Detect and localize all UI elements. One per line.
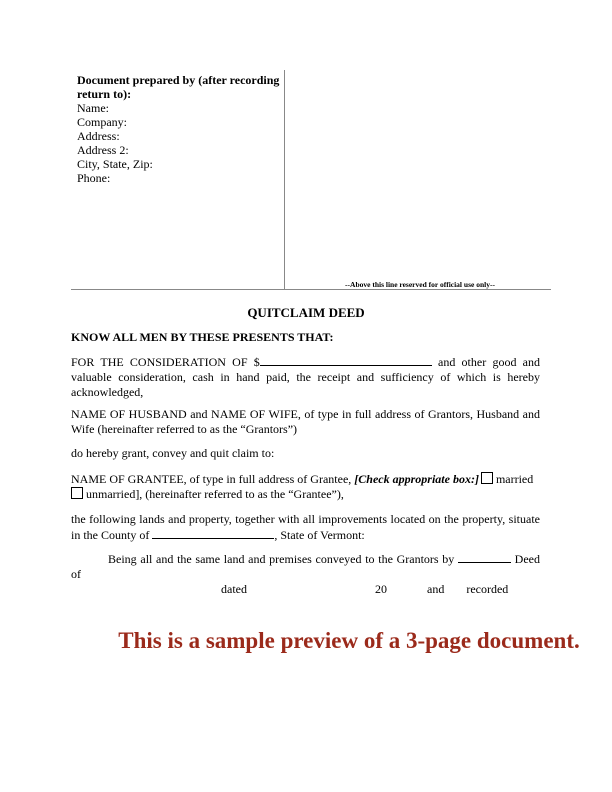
consideration-paragraph	[71, 354, 540, 400]
preview-notice: This is a sample preview of a 3-page document.	[118, 628, 580, 653]
county-blank[interactable]	[152, 527, 274, 539]
prepared-by-block	[77, 73, 283, 185]
conveyance-text-b: Deed of	[71, 552, 541, 581]
conveyance-text-a: Being all and the same land and premises conveyed to the Grantors by	[108, 552, 458, 566]
prep-company-label: Company:	[77, 115, 127, 129]
grantors-paragraph: NAME OF HUSBAND and NAME OF WIFE, of type in full address of Grantors, Husband and Wife (hereinafter referred to as the “Grantors”)	[71, 407, 540, 436]
property-text-b: , State of Vermont:	[274, 528, 365, 542]
official-use-note: --Above this line reserved for official use only--	[345, 280, 495, 289]
deed-type-blank[interactable]	[458, 551, 511, 563]
married-label: married	[495, 472, 534, 486]
consideration-amount-blank[interactable]	[260, 354, 432, 366]
conveyance-paragraph	[71, 551, 541, 596]
recording-divider-horizontal	[71, 289, 551, 290]
check-instruction: [Check appropriate box:]	[354, 472, 479, 486]
deed-title: QUITCLAIM DEED	[247, 305, 365, 320]
grantee-paragraph	[71, 472, 540, 502]
property-paragraph	[71, 512, 540, 543]
year-label: 20	[375, 582, 387, 596]
property-text-a: the following lands and property, together with all improvements located on the property, situate in the County of	[71, 512, 540, 542]
recorded-label: recorded	[466, 582, 509, 596]
prepared-by-title: Document prepared by (after recording return to):	[77, 73, 280, 101]
grantee-text: NAME OF GRANTEE, of type in full address of Grantee,	[71, 472, 355, 486]
prep-phone-label: Phone:	[77, 171, 111, 185]
grant-paragraph: do hereby grant, convey and quit claim to:	[71, 446, 275, 460]
unmarried-checkbox[interactable]	[71, 487, 83, 499]
consideration-text-a: FOR THE CONSIDERATION OF $	[71, 355, 260, 369]
prep-address2-label: Address 2:	[77, 143, 129, 157]
dated-label: dated	[221, 582, 247, 596]
know-all-men-heading: KNOW ALL MEN BY THESE PRESENTS THAT:	[71, 330, 334, 344]
unmarried-label: unmarried], (hereinafter referred to as the “Grantee”),	[86, 487, 344, 501]
prep-city-label: City, State, Zip:	[77, 157, 153, 171]
prep-name-label: Name:	[77, 101, 109, 115]
consideration-text-b: and other good and valuable consideration, cash in hand paid, the receipt and sufficiency of which is hereby acknowledged,	[71, 355, 541, 399]
married-checkbox[interactable]	[481, 472, 493, 484]
prep-address-label: Address:	[77, 129, 120, 143]
recording-divider-vertical	[284, 70, 285, 289]
and-label: and	[427, 582, 445, 596]
